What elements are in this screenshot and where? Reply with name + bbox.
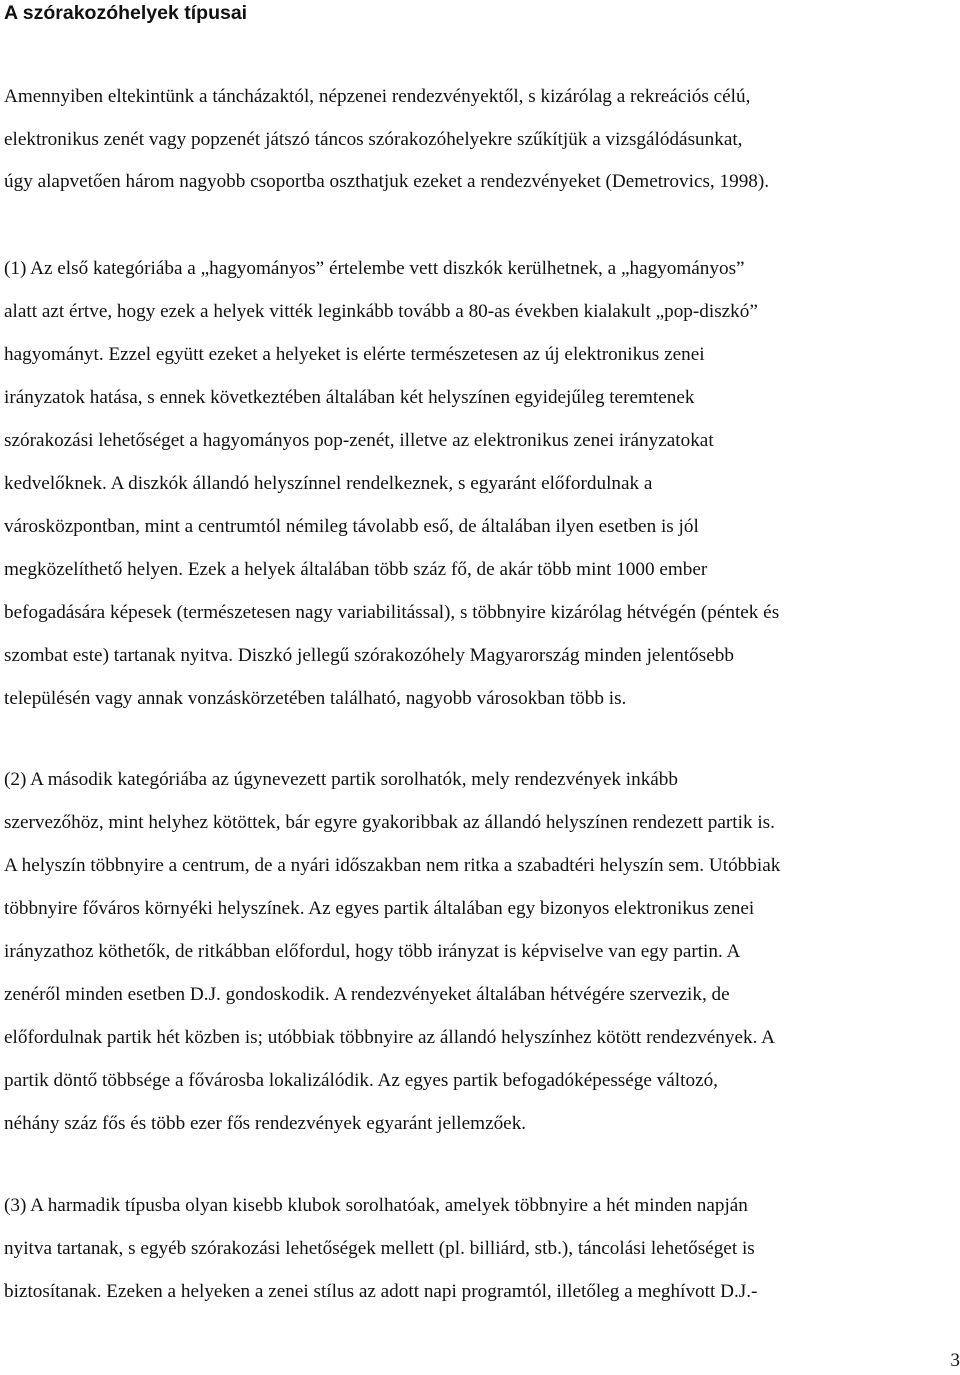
text-line: szervezőhöz, mint helyhez kötöttek, bár egyre gyakoribbak az állandó helyszínen rendezett partik is. (4, 812, 775, 833)
text-line: Amennyiben eltekintünk a táncházaktól, népzenei rendezvényektől, s kizárólag a rekreációs célú, (4, 86, 751, 107)
text-line: elektronikus zenét vagy popzenét játszó táncos szórakozóhelyekre szűkítjük a vizsgálódásunkat, (4, 128, 743, 150)
paragraph-category-3 (4, 1184, 960, 1313)
text-line: biztosítanak. Ezeken a helyeken a zenei stílus az adott napi programtól, illetőleg a meghívott D.J.- (4, 1281, 758, 1302)
text-line: többnyire főváros környéki helyszínek. Az egyes partik általában egy bizonyos elektronikus zenei (4, 898, 755, 919)
text-line: úgy alapvetően három nagyobb csoportba oszthatjuk ezeket a rendezvényeket (Demetrovics, 1998). (4, 171, 770, 192)
text-line: zenéről minden esetben D.J. gondoskodik. A rendezvényeket általában hétvégére szervezik, de (4, 984, 730, 1005)
text-line: partik döntő többsége a fővárosba lokalizálódik. Az egyes partik befogadóképessége változó, (4, 1070, 718, 1091)
text-line: szórakozási lehetőséget a hagyományos pop-zenét, illetve az elektronikus zenei irányzatokat (4, 430, 714, 451)
paragraph-category-2 (4, 758, 960, 1145)
section-heading: A szórakozóhelyek típusai (4, 2, 248, 24)
page-number: 3 (950, 1350, 960, 1371)
text-line: nyitva tartanak, s egyéb szórakozási lehetőségek mellett (pl. billiárd, stb.), táncolási lehetőséget is (4, 1238, 755, 1259)
text-line: városközpontban, mint a centrumtól némileg távolabb eső, de általában ilyen esetben is jól (4, 516, 699, 537)
text-line: (3) A harmadik típusba olyan kisebb klubok sorolhatóak, amelyek többnyire a hét minden napján (4, 1195, 748, 1216)
text-line: megközelíthető helyen. Ezek a helyek általában több száz fő, de akár több mint 1000 ember (4, 559, 708, 580)
text-line: alatt azt értve, hogy ezek a helyek vitték leginkább tovább a 80-as években kialakult „pop-diszkó” (4, 301, 758, 322)
text-line: A helyszín többnyire a centrum, de a nyári időszakban nem ritka a szabadtéri helyszín sem. Utóbbiak (4, 855, 781, 876)
paragraph-category-1 (4, 247, 960, 720)
text-line: befogadására képesek (természetesen nagy variabilitással), s többnyire kizárólag hétvégén (péntek és (4, 602, 780, 623)
text-line: irányzatok hatása, s ennek következtében általában két helyszínen egyidejűleg teremtenek (4, 387, 695, 408)
text-line: előfordulnak partik hét közben is; utóbbiak többnyire az állandó helyszínhez kötött rendezvények. A (4, 1027, 775, 1048)
text-line: irányzathoz köthetők, de ritkábban előfordul, hogy több irányzat is képviselve van egy partin. A (4, 941, 741, 962)
text-line: településén vagy annak vonzáskörzetében található, nagyobb városokban több is. (4, 688, 627, 709)
text-line: (2) A második kategóriába az úgynevezett partik sorolhatók, mely rendezvények inkább (4, 769, 678, 790)
text-line: kedvelőknek. A diszkók állandó helyszínnel rendelkeznek, s egyaránt előfordulnak a (4, 473, 653, 494)
paragraph-intro (4, 76, 960, 204)
text-line: szombat este) tartanak nyitva. Diszkó jellegű szórakozóhely Magyarország minden jelentősebb (4, 645, 734, 666)
text-line: (1) Az első kategóriába a „hagyományos” értelembe vett diszkók kerülhetnek, a „hagyományos” (4, 258, 745, 279)
text-line: néhány száz fős és több ezer fős rendezvények egyaránt jellemzőek. (4, 1113, 527, 1134)
text-line: hagyományt. Ezzel együtt ezeket a helyeket is elérte természetesen az új elektronikus zenei (4, 344, 705, 365)
